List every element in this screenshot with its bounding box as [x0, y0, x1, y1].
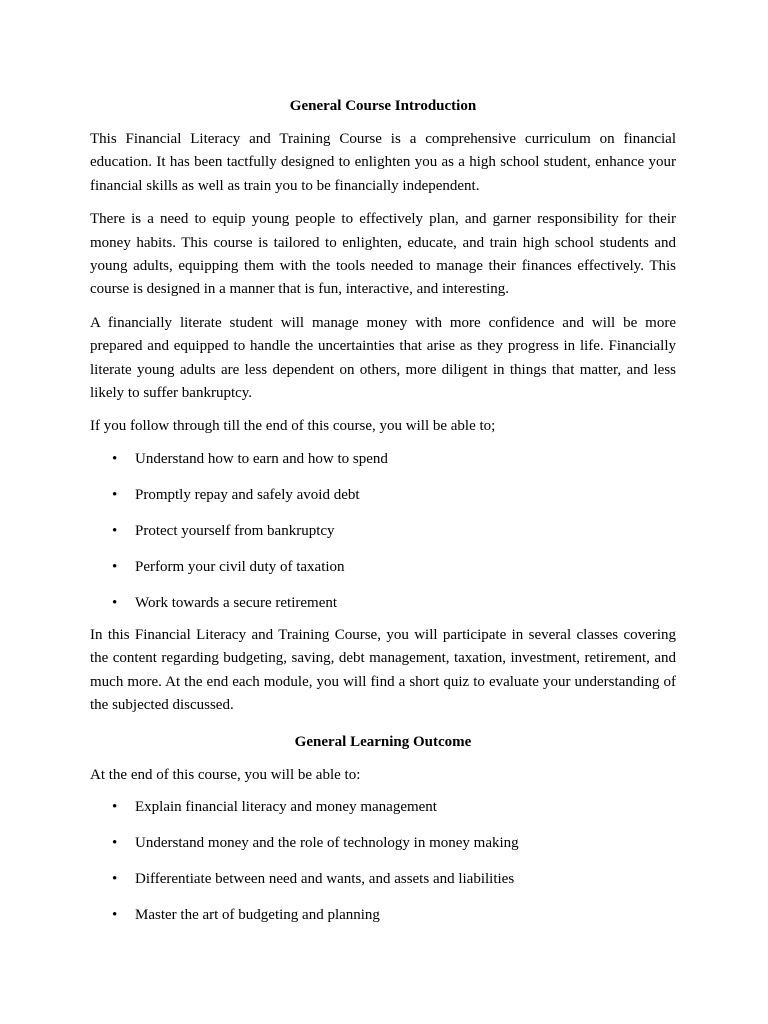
- list-item-text: Understand money and the role of technology in money making: [135, 834, 519, 851]
- list-item-text: Master the art of budgeting and planning: [135, 906, 380, 923]
- list-item-text: Understand how to earn and how to spend: [135, 450, 388, 467]
- bullet-icon: •: [112, 906, 118, 923]
- bullet-icon: •: [112, 834, 118, 851]
- list-item-text: Differentiate between need and wants, and assets and liabilities: [135, 870, 515, 887]
- intro-paragraph: This Financial Literacy and Training Course is a comprehensive curriculum on financial education. It has been tactfully designed to enlighten you as a high school student, enhance your financial skills as well as train you to be financially independent.: [90, 131, 676, 194]
- list-item-text: Perform your civil duty of taxation: [135, 558, 345, 575]
- list-item: [90, 797, 676, 817]
- list-item-text: Protect yourself from bankruptcy: [135, 522, 335, 539]
- list-item: [90, 905, 676, 925]
- bullet-icon: •: [112, 798, 118, 815]
- list-item: [90, 449, 676, 469]
- outcome-lead-paragraph: At the end of this course, you will be able to:: [90, 766, 361, 783]
- intro-paragraph: A financially literate student will manage money with more confidence and will be more prepared and equipped to handle the uncertainties that arise as they progress in life. Financially literate young adults are less dependent on others, more diligent in things that matter, and less likely to suffer bankruptcy.: [90, 314, 676, 402]
- document-page: [90, 96, 676, 936]
- intro-paragraph: There is a need to equip young people to effectively plan, and garner responsibility for their money habits. This course is tailored to enlighten, educate, and train high school students and young adults, equipping them with the tools needed to manage their finances effectively. This course is designed in a manner that is fun, interactive, and interesting.: [90, 211, 676, 298]
- list-item-text: Explain financial literacy and money management: [135, 798, 437, 815]
- list-item: [90, 521, 676, 541]
- list-item-text: Promptly repay and safely avoid debt: [135, 486, 360, 503]
- list-item: [90, 833, 676, 853]
- list-item: [90, 593, 676, 613]
- bullet-icon: •: [112, 450, 118, 467]
- bullet-icon: •: [112, 486, 118, 503]
- learning-outcomes-list: [90, 797, 676, 925]
- section-heading-course-introduction: General Course Introduction: [289, 98, 477, 114]
- bullet-icon: •: [112, 522, 118, 539]
- list-item: [90, 869, 676, 889]
- list-item: [90, 557, 676, 577]
- bullet-icon: •: [112, 558, 118, 575]
- bullet-icon: •: [112, 594, 118, 611]
- course-summary-paragraph: In this Financial Literacy and Training Course, you will participate in several classes covering the content regarding budgeting, saving, debt management, taxation, investment, retirement, and much more. At the end each module, you will find a short quiz to evaluate your understanding of the subjected discussed.: [90, 626, 676, 714]
- list-item-text: Work towards a secure retirement: [135, 594, 338, 611]
- course-benefits-list: [90, 449, 676, 613]
- section-heading-learning-outcome: General Learning Outcome: [294, 733, 472, 750]
- bullet-icon: •: [112, 870, 118, 887]
- list-item: [90, 485, 676, 505]
- intro-paragraph: If you follow through till the end of this course, you will be able to;: [90, 418, 496, 435]
